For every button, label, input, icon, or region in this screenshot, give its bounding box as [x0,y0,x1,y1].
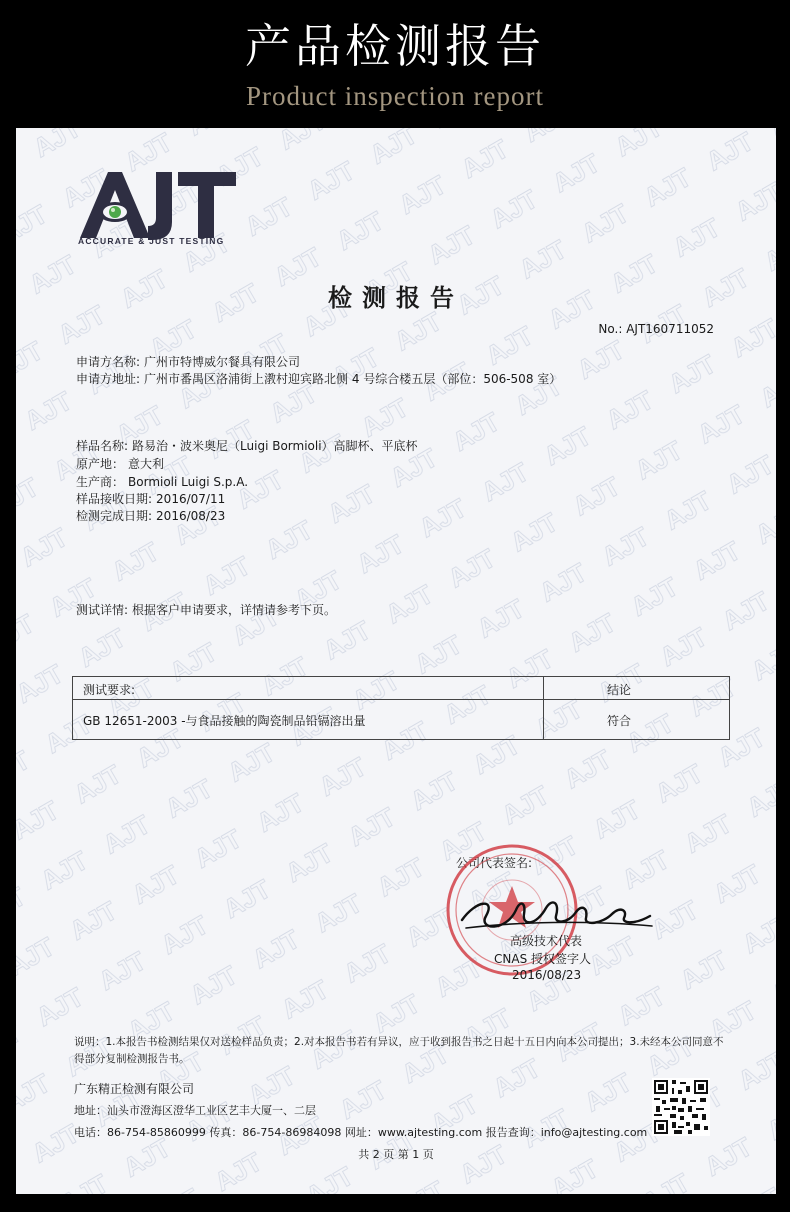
banner-subtitle: Product inspection report [246,81,544,111]
header-requirement: 测试要求: [83,683,136,697]
company-rep-label: 公司代表签名: [456,856,533,870]
document-title: 检测报告 [328,284,464,312]
manufacturer-row [76,474,248,490]
test-details-label: 测试详情: [76,603,129,617]
origin-label: 原产地： [76,457,125,471]
test-details: 根据客户申请要求，详情请参考下页。 [132,603,337,617]
qr-code [652,1078,710,1136]
page-number: 共 2 页 第 1 页 [358,1148,434,1161]
applicant-name: 广州市特博威尔餐具有限公司 [144,355,301,369]
disclaimer-notes: 说明：1.本报告书检测结果仅对送检样品负责；2.对本报告书若有异议，应于收到报告书之日起十五日内向本公司提出；3.未经本公司同意不得部分复制检测报告书。 [74,1036,724,1065]
banner-title: 产品检测报告 [245,19,545,73]
logo-tagline: ACCURATE & JUST TESTING [78,236,225,246]
completed-date-label: 检测完成日期: [76,509,153,523]
received-date: 2016/07/11 [156,492,226,506]
applicant-name-label: 申请方名称: [76,355,141,369]
sample-name-label: 样品名称: [76,439,129,453]
received-date-row [76,491,225,507]
applicant-address-label: 申请方地址: [76,372,141,386]
signatory-title-1: 高级技术代表 [510,934,583,948]
header-banner [0,0,790,128]
table-divider-vertical [543,677,544,739]
header-conclusion: 结论 [607,683,632,697]
sample-name-row [76,438,418,454]
company-contact: 电话：86-754-85860999 传真：86-754-86984098 网址：www.ajtesting.com 报告查询：info@ajtesting.com [74,1126,648,1139]
sample-name: 路易治・波米奥尼（Luigi Bormioli）高脚杯、平底杯 [132,439,418,453]
origin-value: 意大利 [128,457,165,471]
completed-date: 2016/08/23 [156,509,226,523]
manufacturer-value: Bormioli Luigi S.p.A. [128,475,249,489]
manufacturer-label: 生产商： [76,475,125,489]
row-requirement: GB 12651-2003 -与食品接触的陶瓷制品铅镉溶出量 [83,714,366,728]
report-number: No.: AJT160711052 [598,322,714,336]
company-address: 地址：汕头市澄海区澄华工业区艺丰大厦一、二层 [74,1104,316,1117]
signature-date: 2016/08/23 [512,968,582,982]
row-conclusion: 符合 [607,714,632,728]
applicant-name-row [76,354,300,370]
table-divider-horizontal [73,699,729,700]
origin-row [76,456,164,472]
completed-date-row [76,508,225,524]
results-table [72,676,730,740]
received-date-label: 样品接收日期: [76,492,153,506]
applicant-address: 广州市番禺区洛浦街上漖村迎宾路北侧 4 号综合楼五层（部位：506-508 室） [144,372,562,386]
issuing-company: 广东精正检测有限公司 [74,1082,195,1096]
test-details-row [76,602,336,618]
signatory-title-2: CNAS 授权签字人 [494,952,591,966]
report-document [16,128,776,1194]
applicant-address-row [76,371,561,387]
